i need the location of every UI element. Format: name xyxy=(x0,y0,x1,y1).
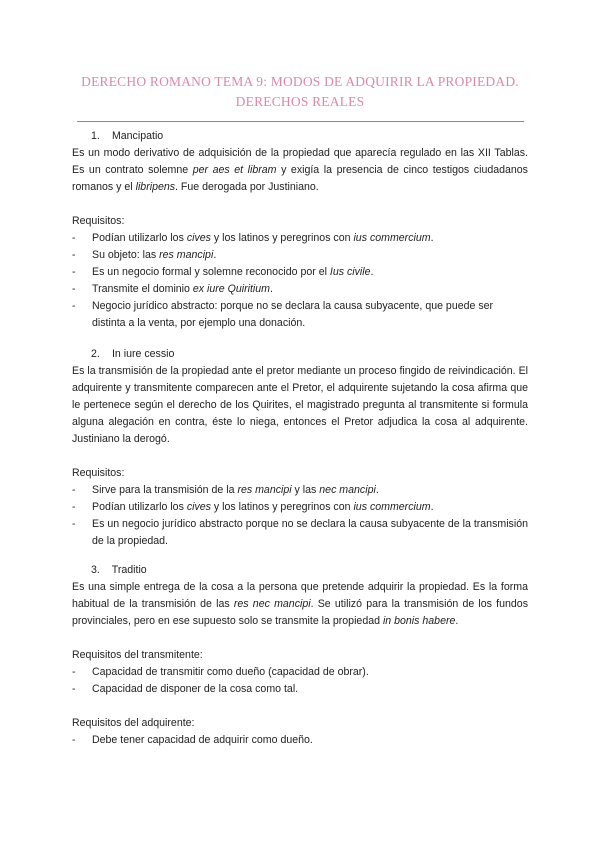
list-item-text xyxy=(92,516,528,550)
text-run: Capacidad de transmitir como dueño (capacidad de obrar). xyxy=(92,666,369,678)
transmitter-requirements-label: Requisitos del transmitente: xyxy=(72,649,203,661)
text-run: y los latinos y peregrinos con xyxy=(210,232,354,244)
title-line-1: DERECHO ROMANO TEMA 9: MODOS DE ADQUIRIR LA PROPIEDAD. xyxy=(81,74,519,89)
dash-bullet: - xyxy=(72,734,76,746)
italic-term: Ius civile xyxy=(329,266,371,278)
text-run: Es un modo derivativo de adquisición de la propiedad que aparecía regulado en las XII Tablas. Es un contrato solemne xyxy=(72,147,528,176)
text-run: Podían utilizarlo los xyxy=(92,232,187,244)
text-run: Negocio jurídico abstracto: porque no se declara la causa subyacente, que puede ser distinta a la venta, por ejemplo una donación. xyxy=(92,300,494,329)
section-number: 3. xyxy=(91,564,100,576)
section-paragraph xyxy=(72,145,528,196)
list-item xyxy=(72,499,528,516)
list-item xyxy=(72,664,528,681)
text-run: Es un negocio jurídico abstracto porque no se declara la causa subyacente de la transmisión de la propiedad. xyxy=(92,518,528,547)
list-item-text xyxy=(92,499,528,516)
list-item xyxy=(72,482,528,499)
italic-term: res mancipi xyxy=(237,484,292,496)
list-item-text xyxy=(92,298,528,332)
text-run: . Se utilizó para la transmisión de los fundos provinciales, pero en ese supuesto solo se transmite la propiedad xyxy=(72,598,528,627)
section-heading xyxy=(72,346,528,363)
list-item-text xyxy=(92,482,528,499)
requirements-list xyxy=(72,482,528,550)
section-heading xyxy=(72,128,528,145)
list-item-text xyxy=(92,281,528,298)
list-item-text xyxy=(92,732,528,749)
acquirer-requirements-label: Requisitos del adquirente: xyxy=(72,717,195,729)
dash-bullet: - xyxy=(72,232,76,244)
page-title xyxy=(60,72,540,112)
text-run: . xyxy=(430,232,434,244)
text-run: Debe tener capacidad de adquirir como dueño. xyxy=(92,734,313,746)
text-run: . xyxy=(370,266,374,278)
title-divider xyxy=(77,121,524,122)
dash-bullet: - xyxy=(72,501,76,513)
list-item-text xyxy=(92,681,528,698)
italic-term: nec mancipi xyxy=(319,484,376,496)
dash-bullet: - xyxy=(72,266,76,278)
dash-bullet: - xyxy=(72,249,76,261)
section-heading xyxy=(72,562,528,579)
transmitter-requirements-list xyxy=(72,664,528,698)
text-run: . xyxy=(213,249,217,261)
list-item xyxy=(72,247,528,264)
section-title: In iure cessio xyxy=(111,348,175,360)
text-run: Es un negocio formal y solemne reconocido por el xyxy=(92,266,330,278)
list-item xyxy=(72,281,528,298)
list-item xyxy=(72,298,528,332)
section-traditio xyxy=(72,562,528,749)
section-mancipatio xyxy=(72,128,528,332)
list-item-text xyxy=(92,230,528,247)
italic-term: per aes et libram xyxy=(192,164,277,176)
dash-bullet: - xyxy=(72,666,76,678)
italic-term: libripens xyxy=(135,181,176,193)
text-run: . Fue derogada por Justiniano. xyxy=(175,181,319,193)
list-item xyxy=(72,732,528,749)
section-in-iure-cessio xyxy=(72,346,528,550)
section-paragraph xyxy=(72,363,528,448)
italic-term: cives xyxy=(186,501,211,513)
section-number: 2. xyxy=(91,348,100,360)
text-run: . xyxy=(270,283,273,295)
list-item-text xyxy=(92,247,528,264)
italic-term: res nec mancipi xyxy=(233,598,311,610)
text-run: Es la transmisión de la propiedad ante el pretor mediante un proceso fingido de reivindicación. El adquirente y transmitente comparecen ante el Pretor, el adquirente sujetando la cosa afirma que le pertenece según el derecho de los Quirites, el magistrado pregunta al transmitente si formula alguna alegación en contra, éste lo niega, entonces el Pretor adjudica la cosa al adquirente. Justiniano la derogó. xyxy=(72,365,528,445)
section-paragraph xyxy=(72,579,528,630)
dash-bullet: - xyxy=(72,283,76,295)
acquirer-requirements-list xyxy=(72,732,528,749)
italic-term: ius commercium xyxy=(353,232,431,244)
dash-bullet: - xyxy=(72,300,76,312)
list-item-text xyxy=(92,664,528,681)
list-item-text xyxy=(92,264,528,281)
text-run: Su objeto: las xyxy=(92,249,160,261)
text-run: Sirve para la transmisión de la xyxy=(92,484,238,496)
italic-term: ex iure Quiritium xyxy=(192,283,270,295)
text-run: y las xyxy=(291,484,320,496)
dash-bullet: - xyxy=(72,518,76,530)
requirements-list xyxy=(72,230,528,332)
list-item xyxy=(72,681,528,698)
text-run: y exigía la presencia de cinco testigos ciudadanos romanos y el xyxy=(72,164,528,193)
list-item xyxy=(72,516,528,550)
text-run: Podían utilizarlo los xyxy=(92,501,187,513)
dash-bullet: - xyxy=(72,683,76,695)
italic-term: cives xyxy=(186,232,211,244)
text-run: Es una simple entrega de la cosa a la persona que pretende adquirir la propiedad. Es la forma habitual de la transmisión de las xyxy=(72,581,528,610)
italic-term: in bonis habere xyxy=(382,615,456,627)
section-title: Mancipatio xyxy=(111,130,164,142)
text-run: . xyxy=(455,615,459,627)
section-title: Traditio xyxy=(111,564,147,576)
dash-bullet: - xyxy=(72,484,76,496)
section-number: 1. xyxy=(91,130,100,142)
italic-term: ius commercium xyxy=(353,501,431,513)
title-line-2: DERECHOS REALES xyxy=(235,94,365,109)
requirements-label: Requisitos: xyxy=(72,215,125,227)
text-run: . xyxy=(375,484,379,496)
text-run: y los latinos y peregrinos con xyxy=(210,501,354,513)
text-run: Capacidad de disponer de la cosa como tal. xyxy=(92,683,299,695)
text-run: Transmite el dominio xyxy=(92,283,193,295)
italic-term: res mancipi xyxy=(159,249,214,261)
list-item xyxy=(72,264,528,281)
list-item xyxy=(72,230,528,247)
requirements-label: Requisitos: xyxy=(72,467,125,479)
text-run: . xyxy=(430,501,434,513)
